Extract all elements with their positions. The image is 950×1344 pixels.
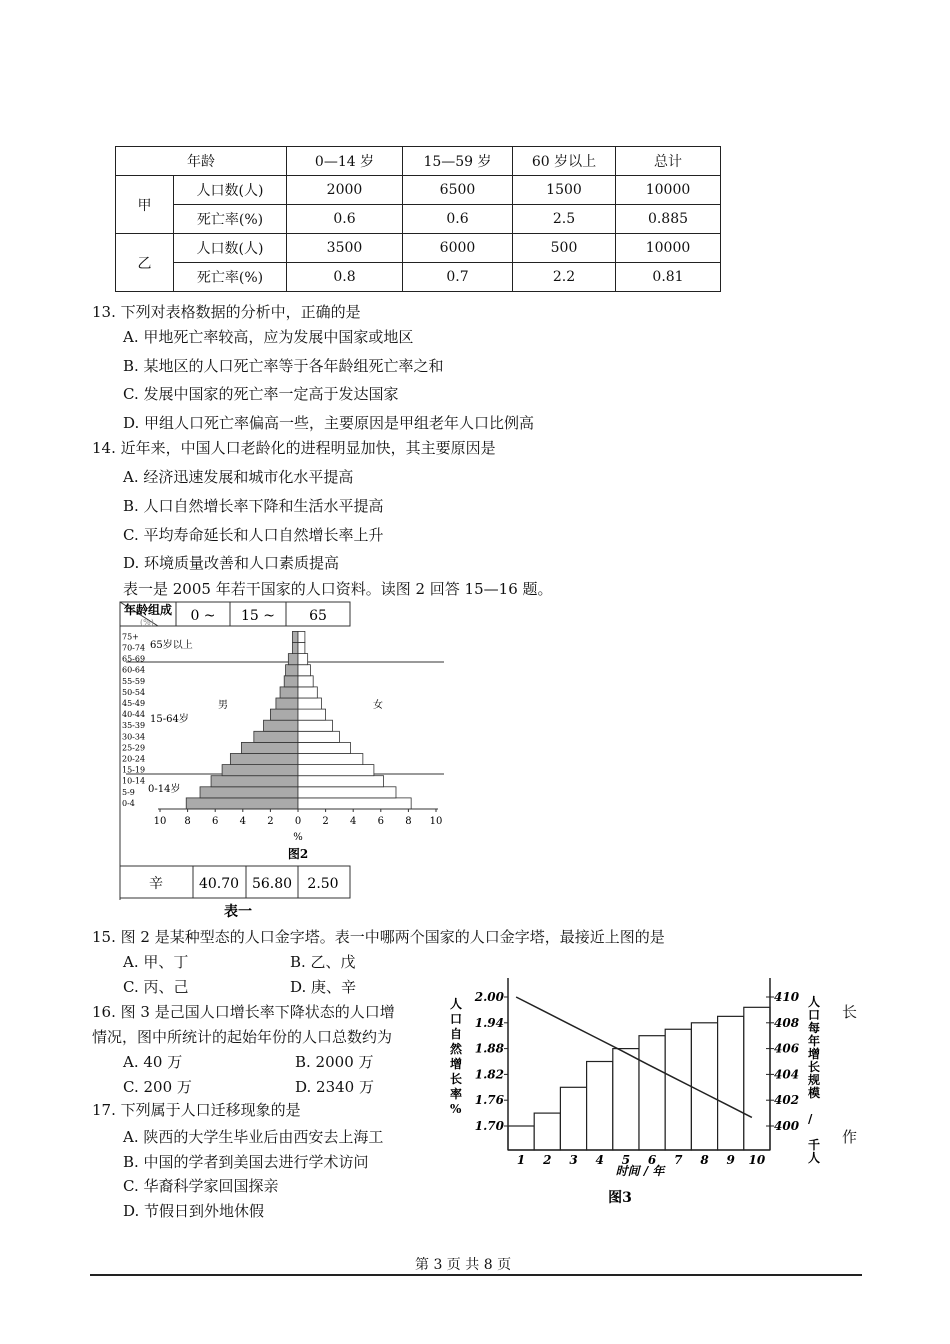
female-bar	[298, 765, 374, 776]
option: C. 丙、己	[123, 978, 189, 996]
table-header: 年龄	[116, 147, 287, 176]
growth-bar	[587, 1062, 613, 1151]
table1-header: 15 ~	[241, 608, 275, 624]
option: B. 人口自然增长率下降和生活水平提高	[123, 497, 384, 515]
question-13: 13. 下列对表格数据的分析中，正确的是	[92, 303, 361, 321]
question-17-tail: 作	[842, 1128, 858, 1146]
female-bar	[298, 731, 339, 742]
male-bar	[222, 765, 298, 776]
x-tick-label: 4	[239, 816, 246, 827]
x-tick-label: 10	[748, 1153, 766, 1167]
table-cell: 0.6	[403, 205, 513, 234]
age-label: 50-54	[122, 687, 146, 697]
x-axis-label: 时间 / 年	[615, 1164, 665, 1178]
male-bar	[230, 754, 298, 765]
age-label: 40-44	[122, 710, 146, 720]
table-cell: 0.7	[403, 263, 513, 292]
male-bar	[284, 676, 298, 687]
x-tick-label: 2	[322, 816, 329, 827]
right-tick-label: 400	[774, 1119, 800, 1133]
option: C. 200 万	[123, 1078, 192, 1096]
figure-3	[440, 978, 840, 1208]
age-label: 25-29	[122, 743, 146, 753]
table-header: 15—59 岁	[403, 147, 513, 176]
option: C. 发展中国家的死亡率一定高于发达国家	[123, 385, 399, 403]
question-16-line2: 情况，图中所统计的起始年份的人口总数约为	[92, 1028, 393, 1046]
table-row	[116, 234, 721, 263]
female-bar	[298, 709, 326, 720]
option: A. 经济迅速发展和城市化水平提高	[123, 468, 354, 486]
growth-bar	[744, 1007, 770, 1150]
intro-text: 表一是 2005 年若干国家的人口资料。读图 2 回答 15—16 题。	[123, 580, 553, 598]
female-bar	[298, 687, 317, 698]
question-17: 17. 下列属于人口迁移现象的是	[92, 1101, 301, 1119]
x-axis-label: %	[293, 832, 303, 843]
left-tick-label: 1.94	[474, 1015, 504, 1030]
growth-bar	[613, 1049, 639, 1150]
female-bar	[298, 754, 363, 765]
group-label: 乙	[116, 234, 174, 292]
x-tick-label: 4	[595, 1153, 604, 1167]
table-cell: 1500	[513, 176, 616, 205]
table-header-row	[116, 147, 721, 176]
table1-cell: 40.70	[198, 876, 240, 892]
male-bar	[264, 720, 299, 731]
female-bar	[298, 742, 350, 753]
growth-chart	[440, 978, 840, 1208]
table1-caption: 表一	[224, 904, 252, 920]
table-cell: 0.81	[616, 263, 721, 292]
population-table	[115, 146, 721, 292]
option: B. 中国的学者到美国去进行学术访问	[123, 1153, 369, 1171]
option: D. 甲组人口死亡率偏高一些，主要原因是甲组老年人口比例高	[123, 414, 535, 432]
male-bar	[276, 698, 298, 709]
figure-2-caption: 图2	[287, 847, 309, 861]
table-cell: 10000	[616, 176, 721, 205]
right-axis-label: 人口每年增长规模 / 千人	[808, 995, 821, 1165]
population-pyramid	[118, 600, 443, 925]
x-tick-label: 7	[674, 1153, 683, 1167]
age-label: 35-39	[122, 721, 146, 731]
row-label: 人口数(人)	[174, 234, 287, 263]
age-label: 65-69	[122, 654, 146, 664]
male-bar	[286, 665, 298, 676]
age-label: 55-59	[122, 676, 146, 686]
option: C. 平均寿命延长和人口自然增长率上升	[123, 526, 384, 544]
table1-header: 0 ~	[190, 608, 216, 624]
figure-2	[118, 600, 443, 925]
male-bar	[200, 787, 298, 798]
age-label: 15-19	[122, 765, 146, 775]
table1-cell: 2.50	[307, 876, 339, 892]
male-bar	[280, 687, 298, 698]
option: D. 庚、辛	[290, 978, 357, 996]
table-header: 60 岁以上	[513, 147, 616, 176]
growth-bar	[691, 1023, 717, 1150]
table-cell: 3500	[287, 234, 403, 263]
female-bar	[298, 698, 321, 709]
group-label: 甲	[116, 176, 174, 234]
right-tick-label: 410	[774, 990, 800, 1004]
male-bar	[292, 631, 298, 642]
female-bar	[298, 631, 305, 642]
table1-header-sub: (%)	[140, 618, 154, 627]
female-bar	[298, 676, 313, 687]
x-tick-label: 0	[294, 816, 302, 827]
row-label: 死亡率(%)	[174, 205, 287, 234]
table-cell: 2.2	[513, 263, 616, 292]
age-group-label: 15-64岁	[150, 714, 189, 725]
table-header: 0—14 岁	[287, 147, 403, 176]
growth-bar	[534, 1113, 560, 1150]
female-bar	[298, 787, 396, 798]
x-tick-label: 10	[153, 816, 167, 827]
table-row	[116, 176, 721, 205]
table-row	[116, 205, 721, 234]
x-tick-label: 10	[429, 816, 443, 827]
growth-bar	[639, 1036, 665, 1150]
option: A. 甲、丁	[123, 953, 189, 971]
option: B. 2000 万	[295, 1053, 374, 1071]
male-bar	[211, 776, 298, 787]
option: D. 节假日到外地休假	[123, 1202, 265, 1220]
female-bar	[298, 798, 411, 809]
table-cell: 0.8	[287, 263, 403, 292]
row-label: 人口数(人)	[174, 176, 287, 205]
option: A. 陕西的大学生毕业后由西安去上海工	[123, 1128, 384, 1146]
table-row	[116, 263, 721, 292]
age-label: 5-9	[122, 787, 135, 797]
x-tick-label: 4	[350, 816, 357, 827]
male-bar	[186, 798, 298, 809]
age-label: 20-24	[122, 754, 146, 764]
table1-header: 65	[309, 608, 327, 624]
option: D. 环境质量改善和人口素质提高	[123, 554, 340, 572]
female-label: 女	[373, 700, 383, 711]
table-cell: 0.885	[616, 205, 721, 234]
x-tick-label: 5	[621, 1153, 631, 1167]
growth-bar	[665, 1029, 691, 1150]
x-tick-label: 3	[569, 1153, 578, 1167]
x-tick-label: 8	[700, 1153, 709, 1167]
table-cell: 500	[513, 234, 616, 263]
female-bar	[298, 720, 333, 731]
x-tick-label: 6	[212, 816, 219, 827]
table1-cell: 56.80	[251, 876, 293, 892]
left-axis-label: 人口自然增长率%	[450, 997, 463, 1116]
option: B. 某地区的人口死亡率等于各年龄组死亡率之和	[123, 357, 444, 375]
male-bar	[270, 709, 298, 720]
x-tick-label: 8	[184, 816, 191, 827]
option: D. 2340 万	[295, 1078, 374, 1096]
growth-bar	[718, 1016, 744, 1150]
page-footer: 第 3 页 共 8 页	[415, 1257, 512, 1273]
question-16: 16. 图 3 是己国人口增长率下降状态的人口增	[92, 1003, 395, 1021]
left-tick-label: 1.82	[474, 1067, 504, 1082]
left-tick-label: 1.70	[474, 1119, 504, 1133]
x-tick-label: 6	[647, 1153, 657, 1167]
table-header: 总计	[616, 147, 721, 176]
x-tick-label: 6	[377, 816, 384, 827]
table1-header: 年龄组成	[124, 603, 173, 617]
age-label: 45-49	[122, 699, 146, 708]
age-label: 70-74	[122, 643, 146, 653]
option: A. 甲地死亡率较高，应为发展中国家或地区	[123, 328, 414, 346]
table-cell: 10000	[616, 234, 721, 263]
right-tick-label: 404	[774, 1067, 800, 1082]
question-16-end: 长	[842, 1003, 858, 1021]
female-bar	[298, 654, 308, 665]
row-label: 死亡率(%)	[174, 263, 287, 292]
male-bar	[254, 731, 298, 742]
question-15: 15. 图 2 是某种型态的人口金字塔。表一中哪两个国家的人口金字塔，最接近上图的是	[92, 928, 665, 946]
x-tick-label: 9	[726, 1153, 735, 1167]
male-label: 男	[218, 700, 228, 711]
growth-bar	[508, 1126, 534, 1150]
table-cell: 2000	[287, 176, 403, 205]
age-label: 75+	[122, 632, 139, 642]
table-cell: 6500	[403, 176, 513, 205]
female-bar	[298, 643, 305, 654]
age-label: 10-14	[122, 776, 146, 786]
age-group-label: 65岁以上	[150, 640, 193, 651]
table-cell: 0.6	[287, 205, 403, 234]
table-cell: 6000	[403, 234, 513, 263]
male-bar	[288, 654, 298, 665]
question-14: 14. 近年来，中国人口老龄化的进程明显加快，其主要原因是	[92, 439, 496, 457]
option: B. 乙、戊	[290, 953, 356, 971]
left-tick-label: 2.00	[474, 990, 504, 1004]
option: A. 40 万	[123, 1053, 183, 1071]
option: C. 华裔科学家回国探亲	[123, 1177, 279, 1195]
x-tick-label: 8	[405, 816, 412, 827]
female-bar	[298, 776, 384, 787]
right-tick-label: 402	[774, 1093, 800, 1108]
male-bar	[241, 742, 298, 753]
female-bar	[298, 665, 310, 676]
footer-divider	[90, 1274, 862, 1276]
left-tick-label: 1.88	[474, 1041, 504, 1056]
age-label: 60-64	[122, 665, 146, 675]
right-tick-label: 406	[774, 1041, 800, 1056]
x-tick-label: 2	[267, 816, 274, 827]
male-bar	[292, 643, 298, 654]
figure-3-caption: 图3	[608, 1190, 632, 1206]
left-tick-label: 1.76	[474, 1093, 504, 1108]
table1-cell: 辛	[149, 876, 163, 892]
x-tick-label: 2	[543, 1153, 552, 1167]
right-tick-label: 408	[774, 1015, 800, 1030]
growth-bar	[560, 1087, 586, 1150]
age-label: 0-4	[122, 798, 135, 808]
table-cell: 2.5	[513, 205, 616, 234]
age-group-label: 0-14岁	[148, 784, 181, 795]
x-tick-label: 1	[516, 1153, 526, 1167]
age-label: 30-34	[122, 732, 146, 742]
